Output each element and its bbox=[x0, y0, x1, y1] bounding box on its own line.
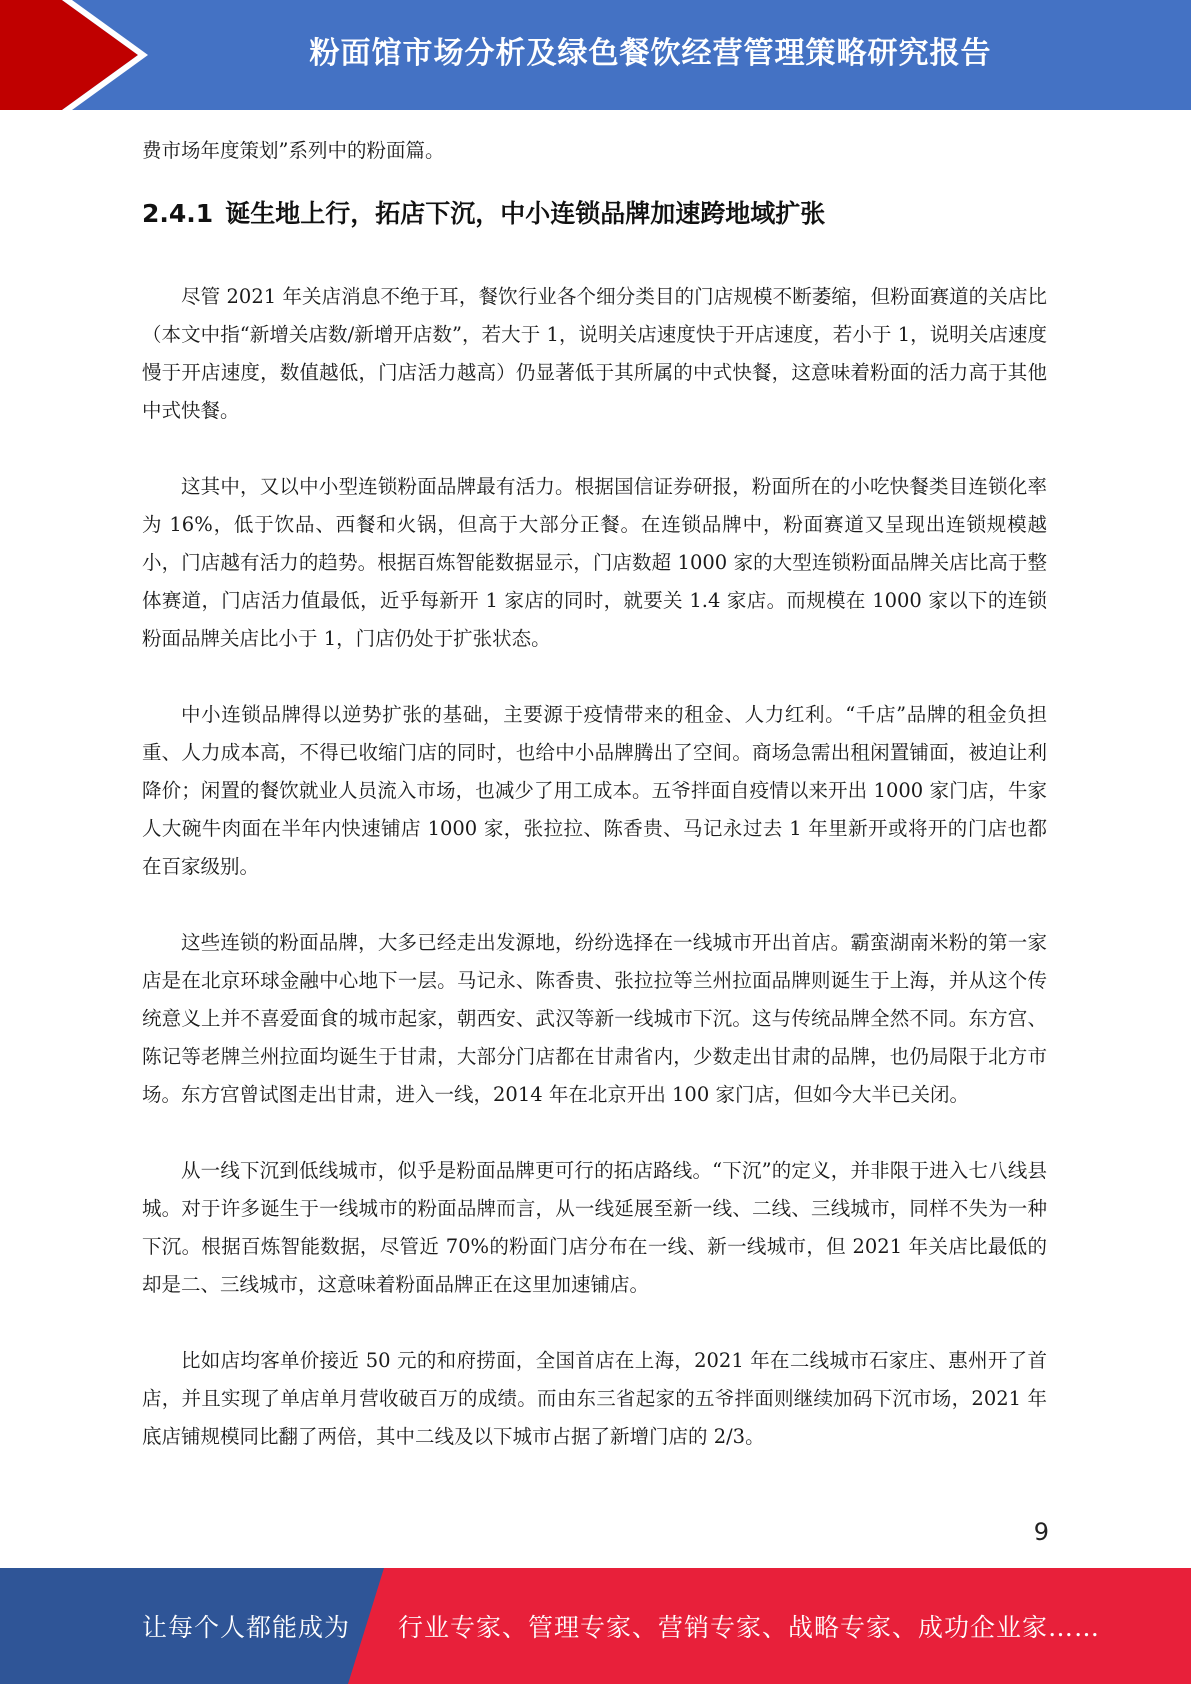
paragraph: 比如店均客单价接近 50 元的和府捞面，全国首店在上海，2021 年在二线城市石家庄、惠州开了首店，并且实现了单店单月营收破百万的成绩。而由东三省起家的五爷拌面则继续加码下沉市场，2021 年底店铺规模同比翻了两倍，其中二线及以下城市占据了新增门店的 2/3。 bbox=[142, 1349, 1047, 1448]
page-header bbox=[0, 0, 1191, 110]
paragraph: 从一线下沉到低线城市，似乎是粉面品牌更可行的拓店路线。“下沉”的定义，并非限于进入七八线县城。对于许多诞生于一线城市的粉面品牌而言，从一线延展至新一线、二线、三线城市，同样不失为一种下沉。根据百炼智能数据，尽管近 70%的粉面门店分布在一线、新一线城市，但 2021 年关店比最低的却是二、三线城市，这意味着粉面品牌正在这里加速铺店。 bbox=[142, 1159, 1047, 1296]
paragraph: 这些连锁的粉面品牌，大多已经走出发源地，纷纷选择在一线城市开出首店。霸蛮湖南米粉的第一家店是在北京环球金融中心地下一层。马记永、陈香贵、张拉拉等兰州拉面品牌则诞生于上海，并从这个传统意义上并不喜爱面食的城市起家，朝西安、武汉等新一线城市下沉。这与传统品牌全然不同。东方宫、陈记等老牌兰州拉面均诞生于甘肃，大部分门店都在甘肃省内，少数走出甘肃的品牌，也仍局限于北方市场。东方宫曾试图走出甘肃，进入一线，2014 年在北京开出 100 家门店，但如今大半已关闭。 bbox=[142, 931, 1047, 1106]
report-title: 粉面馆市场分析及绿色餐饮经营管理策略研究报告 bbox=[309, 36, 992, 71]
footer-slogan-lead: 让每个人都能成为 bbox=[142, 1613, 351, 1642]
paragraph: 中小连锁品牌得以逆势扩张的基础，主要源于疫情带来的租金、人力红利。“千店”品牌的租金负担重、人力成本高，不得已收缩门店的同时，也给中小品牌腾出了空间。商场急需出租闲置铺面，被迫让利降价；闲置的餐饮就业人员流入市场，也减少了用工成本。五爷拌面自疫情以来开出 1000 家门店，牛家人大碗牛肉面在半年内快速铺店 1000 家，张拉拉、陈香贵、马记永过去 1 年里新开或将开的门店也都在百家级别。 bbox=[142, 703, 1047, 878]
page-content bbox=[142, 132, 1047, 1494]
footer-slogan-roles: 行业专家、管理专家、营销专家、战略专家、成功企业家…… bbox=[398, 1613, 1101, 1642]
paragraph: 尽管 2021 年关店消息不绝于耳，餐饮行业各个细分类目的门店规模不断萎缩，但粉面赛道的关店比（本文中指“新增关店数/新增开店数”，若大于 1，说明关店速度快于开店速度，若小于 1，说明关店速度慢于开店速度，数值越低，门店活力越高）仍显著低于其所属的中式快餐，这意味着粉面的活力高于其他中式快餐。 bbox=[142, 285, 1047, 422]
page-footer bbox=[0, 1568, 1191, 1684]
continued-text: 费市场年度策划”系列中的粉面篇。 bbox=[142, 139, 445, 162]
section-title: 诞生地上行，拓店下沉，中小连锁品牌加速跨地域扩张 bbox=[225, 199, 826, 228]
paragraph: 这其中，又以中小型连锁粉面品牌最有活力。根据国信证券研报，粉面所在的小吃快餐类目连锁化率为 16%，低于饮品、西餐和火锅，但高于大部分正餐。在连锁品牌中，粉面赛道又呈现出连锁规模越小，门店越有活力的趋势。根据百炼智能数据显示，门店数超 1000 家的大型连锁粉面品牌关店比高于整体赛道，门店活力值最低，近乎每新开 1 家店的同时，就要关 1.4 家店。而规模在 1000 家以下的连锁粉面品牌关店比小于 1，门店仍处于扩张状态。 bbox=[142, 475, 1047, 650]
header-arrow-decoration bbox=[0, 0, 160, 110]
section-heading bbox=[142, 194, 1047, 234]
section-number: 2.4.1 bbox=[142, 199, 214, 228]
page-number: 9 bbox=[1033, 1518, 1049, 1546]
